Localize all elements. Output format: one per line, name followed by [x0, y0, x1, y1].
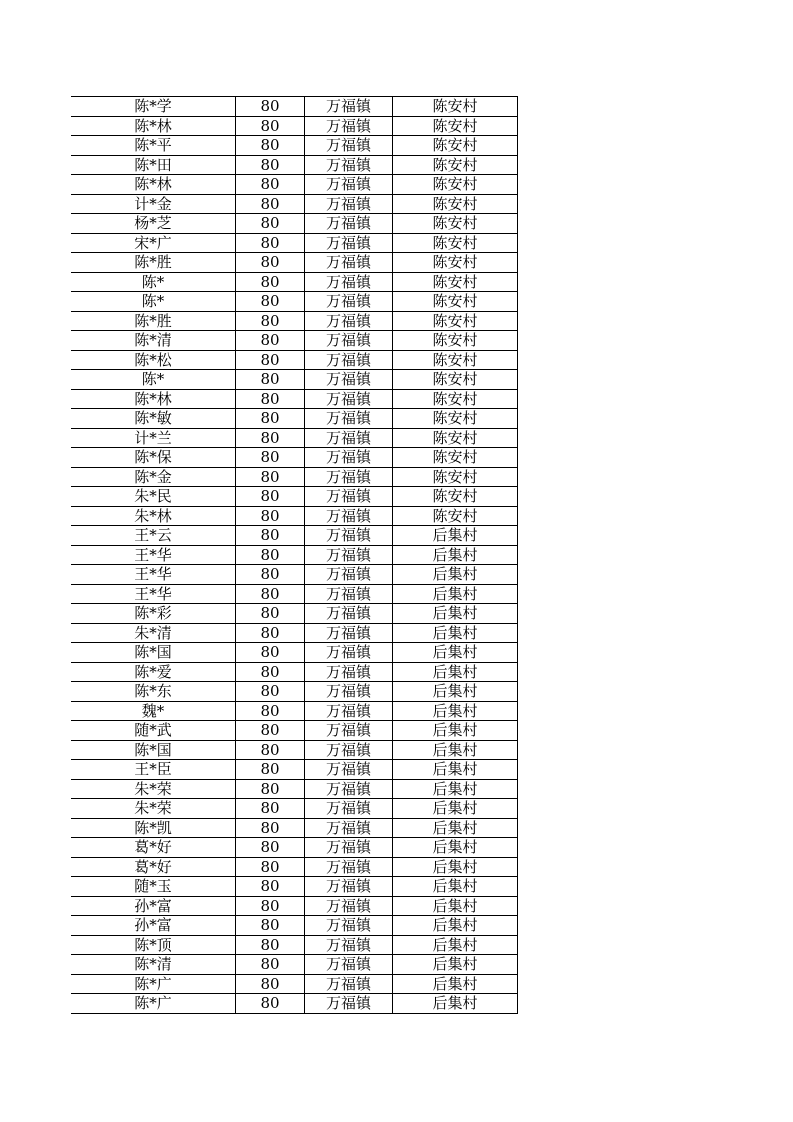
amount-cell: 80 — [236, 818, 305, 838]
roster-table-body — [71, 97, 518, 1014]
amount-cell: 80 — [236, 760, 305, 780]
table-row — [71, 565, 518, 585]
table-row — [71, 974, 518, 994]
town-cell: 万福镇 — [305, 175, 393, 195]
table-row — [71, 487, 518, 507]
village-cell: 陈安村 — [393, 194, 518, 214]
town-cell: 万福镇 — [305, 565, 393, 585]
name-cell: 陈*林 — [71, 116, 236, 136]
table-row — [71, 448, 518, 468]
table-row — [71, 175, 518, 195]
amount-cell: 80 — [236, 370, 305, 390]
village-cell: 后集村 — [393, 584, 518, 604]
amount-cell: 80 — [236, 233, 305, 253]
name-cell: 魏* — [71, 701, 236, 721]
town-cell: 万福镇 — [305, 155, 393, 175]
table-row — [71, 97, 518, 117]
name-cell: 朱*林 — [71, 506, 236, 526]
table-row — [71, 272, 518, 292]
town-cell: 万福镇 — [305, 994, 393, 1014]
name-cell: 陈*广 — [71, 974, 236, 994]
amount-cell: 80 — [236, 721, 305, 741]
village-cell: 后集村 — [393, 994, 518, 1014]
town-cell: 万福镇 — [305, 292, 393, 312]
table-row — [71, 623, 518, 643]
village-cell: 陈安村 — [393, 506, 518, 526]
name-cell: 王*臣 — [71, 760, 236, 780]
amount-cell: 80 — [236, 974, 305, 994]
town-cell: 万福镇 — [305, 136, 393, 156]
amount-cell: 80 — [236, 935, 305, 955]
town-cell: 万福镇 — [305, 370, 393, 390]
amount-cell: 80 — [236, 701, 305, 721]
town-cell: 万福镇 — [305, 779, 393, 799]
village-cell: 陈安村 — [393, 292, 518, 312]
amount-cell: 80 — [236, 955, 305, 975]
amount-cell: 80 — [236, 682, 305, 702]
table-row — [71, 662, 518, 682]
village-cell: 后集村 — [393, 526, 518, 546]
table-row — [71, 370, 518, 390]
village-cell: 陈安村 — [393, 214, 518, 234]
town-cell: 万福镇 — [305, 896, 393, 916]
name-cell: 朱*荣 — [71, 799, 236, 819]
town-cell: 万福镇 — [305, 214, 393, 234]
town-cell: 万福镇 — [305, 233, 393, 253]
amount-cell: 80 — [236, 838, 305, 858]
village-cell: 陈安村 — [393, 175, 518, 195]
table-row — [71, 643, 518, 663]
name-cell: 王*华 — [71, 584, 236, 604]
amount-cell: 80 — [236, 272, 305, 292]
village-cell: 后集村 — [393, 760, 518, 780]
town-cell: 万福镇 — [305, 760, 393, 780]
amount-cell: 80 — [236, 545, 305, 565]
table-row — [71, 604, 518, 624]
name-cell: 陈* — [71, 292, 236, 312]
village-cell: 陈安村 — [393, 253, 518, 273]
town-cell: 万福镇 — [305, 935, 393, 955]
name-cell: 陈*凯 — [71, 818, 236, 838]
town-cell: 万福镇 — [305, 467, 393, 487]
name-cell: 陈* — [71, 370, 236, 390]
amount-cell: 80 — [236, 97, 305, 117]
name-cell: 计*兰 — [71, 428, 236, 448]
amount-cell: 80 — [236, 896, 305, 916]
town-cell: 万福镇 — [305, 272, 393, 292]
village-cell: 后集村 — [393, 838, 518, 858]
village-cell: 后集村 — [393, 818, 518, 838]
table-row — [71, 409, 518, 429]
village-cell: 陈安村 — [393, 155, 518, 175]
village-cell: 后集村 — [393, 662, 518, 682]
town-cell: 万福镇 — [305, 253, 393, 273]
table-row — [71, 584, 518, 604]
table-row — [71, 389, 518, 409]
town-cell: 万福镇 — [305, 643, 393, 663]
amount-cell: 80 — [236, 506, 305, 526]
town-cell: 万福镇 — [305, 955, 393, 975]
name-cell: 随*武 — [71, 721, 236, 741]
village-cell: 后集村 — [393, 623, 518, 643]
town-cell: 万福镇 — [305, 584, 393, 604]
amount-cell: 80 — [236, 877, 305, 897]
name-cell: 陈*胜 — [71, 253, 236, 273]
amount-cell: 80 — [236, 526, 305, 546]
village-cell: 陈安村 — [393, 428, 518, 448]
table-row — [71, 136, 518, 156]
town-cell: 万福镇 — [305, 194, 393, 214]
table-row — [71, 350, 518, 370]
name-cell: 葛*好 — [71, 838, 236, 858]
name-cell: 陈*顶 — [71, 935, 236, 955]
table-row — [71, 214, 518, 234]
table-row — [71, 799, 518, 819]
amount-cell: 80 — [236, 467, 305, 487]
village-cell: 后集村 — [393, 701, 518, 721]
amount-cell: 80 — [236, 916, 305, 936]
town-cell: 万福镇 — [305, 662, 393, 682]
name-cell: 朱*荣 — [71, 779, 236, 799]
village-cell: 后集村 — [393, 799, 518, 819]
amount-cell: 80 — [236, 584, 305, 604]
town-cell: 万福镇 — [305, 818, 393, 838]
name-cell: 陈*金 — [71, 467, 236, 487]
name-cell: 孙*富 — [71, 916, 236, 936]
village-cell: 陈安村 — [393, 97, 518, 117]
table-row — [71, 194, 518, 214]
name-cell: 陈*东 — [71, 682, 236, 702]
table-row — [71, 292, 518, 312]
table-row — [71, 116, 518, 136]
town-cell: 万福镇 — [305, 448, 393, 468]
name-cell: 朱*清 — [71, 623, 236, 643]
village-cell: 后集村 — [393, 877, 518, 897]
town-cell: 万福镇 — [305, 350, 393, 370]
town-cell: 万福镇 — [305, 311, 393, 331]
village-cell: 后集村 — [393, 857, 518, 877]
table-row — [71, 779, 518, 799]
name-cell: 陈*爱 — [71, 662, 236, 682]
village-cell: 后集村 — [393, 779, 518, 799]
name-cell: 陈*敏 — [71, 409, 236, 429]
village-cell: 陈安村 — [393, 487, 518, 507]
table-row — [71, 155, 518, 175]
town-cell: 万福镇 — [305, 838, 393, 858]
town-cell: 万福镇 — [305, 604, 393, 624]
table-row — [71, 311, 518, 331]
table-row — [71, 760, 518, 780]
amount-cell: 80 — [236, 428, 305, 448]
amount-cell: 80 — [236, 643, 305, 663]
table-row — [71, 526, 518, 546]
town-cell: 万福镇 — [305, 506, 393, 526]
village-cell: 陈安村 — [393, 350, 518, 370]
table-row — [71, 935, 518, 955]
name-cell: 王*华 — [71, 565, 236, 585]
town-cell: 万福镇 — [305, 116, 393, 136]
amount-cell: 80 — [236, 740, 305, 760]
table-row — [71, 233, 518, 253]
amount-cell: 80 — [236, 623, 305, 643]
village-cell: 陈安村 — [393, 311, 518, 331]
village-cell: 陈安村 — [393, 233, 518, 253]
amount-cell: 80 — [236, 857, 305, 877]
town-cell: 万福镇 — [305, 623, 393, 643]
table-row — [71, 818, 518, 838]
name-cell: 陈*田 — [71, 155, 236, 175]
amount-cell: 80 — [236, 136, 305, 156]
amount-cell: 80 — [236, 487, 305, 507]
village-cell: 后集村 — [393, 740, 518, 760]
amount-cell: 80 — [236, 292, 305, 312]
town-cell: 万福镇 — [305, 428, 393, 448]
roster-table — [71, 96, 518, 1014]
name-cell: 陈*松 — [71, 350, 236, 370]
amount-cell: 80 — [236, 779, 305, 799]
village-cell: 后集村 — [393, 955, 518, 975]
name-cell: 葛*好 — [71, 857, 236, 877]
town-cell: 万福镇 — [305, 389, 393, 409]
name-cell: 随*玉 — [71, 877, 236, 897]
name-cell: 王*华 — [71, 545, 236, 565]
name-cell: 计*金 — [71, 194, 236, 214]
table-row — [71, 701, 518, 721]
village-cell: 后集村 — [393, 721, 518, 741]
amount-cell: 80 — [236, 155, 305, 175]
table-row — [71, 955, 518, 975]
town-cell: 万福镇 — [305, 97, 393, 117]
village-cell: 后集村 — [393, 545, 518, 565]
table-row — [71, 721, 518, 741]
town-cell: 万福镇 — [305, 682, 393, 702]
village-cell: 陈安村 — [393, 448, 518, 468]
table-row — [71, 838, 518, 858]
village-cell: 后集村 — [393, 565, 518, 585]
name-cell: 孙*富 — [71, 896, 236, 916]
village-cell: 后集村 — [393, 916, 518, 936]
name-cell: 陈*胜 — [71, 311, 236, 331]
town-cell: 万福镇 — [305, 526, 393, 546]
table-row — [71, 896, 518, 916]
village-cell: 陈安村 — [393, 409, 518, 429]
village-cell: 陈安村 — [393, 136, 518, 156]
village-cell: 陈安村 — [393, 116, 518, 136]
name-cell: 陈*林 — [71, 175, 236, 195]
village-cell: 后集村 — [393, 643, 518, 663]
amount-cell: 80 — [236, 311, 305, 331]
table-row — [71, 682, 518, 702]
town-cell: 万福镇 — [305, 409, 393, 429]
village-cell: 陈安村 — [393, 331, 518, 351]
name-cell: 王*云 — [71, 526, 236, 546]
table-row — [71, 506, 518, 526]
amount-cell: 80 — [236, 799, 305, 819]
table-row — [71, 857, 518, 877]
name-cell: 陈*保 — [71, 448, 236, 468]
town-cell: 万福镇 — [305, 857, 393, 877]
village-cell: 后集村 — [393, 604, 518, 624]
name-cell: 陈*清 — [71, 331, 236, 351]
name-cell: 陈*清 — [71, 955, 236, 975]
amount-cell: 80 — [236, 253, 305, 273]
table-row — [71, 467, 518, 487]
village-cell: 后集村 — [393, 682, 518, 702]
village-cell: 陈安村 — [393, 389, 518, 409]
amount-cell: 80 — [236, 409, 305, 429]
name-cell: 宋*广 — [71, 233, 236, 253]
amount-cell: 80 — [236, 662, 305, 682]
amount-cell: 80 — [236, 175, 305, 195]
town-cell: 万福镇 — [305, 916, 393, 936]
name-cell: 陈*广 — [71, 994, 236, 1014]
table-row — [71, 428, 518, 448]
town-cell: 万福镇 — [305, 799, 393, 819]
town-cell: 万福镇 — [305, 877, 393, 897]
amount-cell: 80 — [236, 604, 305, 624]
village-cell: 陈安村 — [393, 467, 518, 487]
village-cell: 后集村 — [393, 974, 518, 994]
village-cell: 后集村 — [393, 935, 518, 955]
amount-cell: 80 — [236, 116, 305, 136]
table-row — [71, 331, 518, 351]
amount-cell: 80 — [236, 994, 305, 1014]
name-cell: 陈* — [71, 272, 236, 292]
town-cell: 万福镇 — [305, 331, 393, 351]
amount-cell: 80 — [236, 331, 305, 351]
village-cell: 陈安村 — [393, 272, 518, 292]
amount-cell: 80 — [236, 448, 305, 468]
amount-cell: 80 — [236, 389, 305, 409]
amount-cell: 80 — [236, 214, 305, 234]
town-cell: 万福镇 — [305, 487, 393, 507]
name-cell: 陈*学 — [71, 97, 236, 117]
table-row — [71, 740, 518, 760]
name-cell: 陈*国 — [71, 643, 236, 663]
table-row — [71, 994, 518, 1014]
amount-cell: 80 — [236, 350, 305, 370]
amount-cell: 80 — [236, 194, 305, 214]
town-cell: 万福镇 — [305, 974, 393, 994]
town-cell: 万福镇 — [305, 740, 393, 760]
town-cell: 万福镇 — [305, 545, 393, 565]
table-row — [71, 253, 518, 273]
name-cell: 陈*国 — [71, 740, 236, 760]
name-cell: 陈*林 — [71, 389, 236, 409]
name-cell: 杨*芝 — [71, 214, 236, 234]
name-cell: 陈*平 — [71, 136, 236, 156]
village-cell: 后集村 — [393, 896, 518, 916]
town-cell: 万福镇 — [305, 701, 393, 721]
name-cell: 朱*民 — [71, 487, 236, 507]
table-row — [71, 545, 518, 565]
name-cell: 陈*彩 — [71, 604, 236, 624]
table-row — [71, 916, 518, 936]
village-cell: 陈安村 — [393, 370, 518, 390]
amount-cell: 80 — [236, 565, 305, 585]
table-row — [71, 877, 518, 897]
town-cell: 万福镇 — [305, 721, 393, 741]
